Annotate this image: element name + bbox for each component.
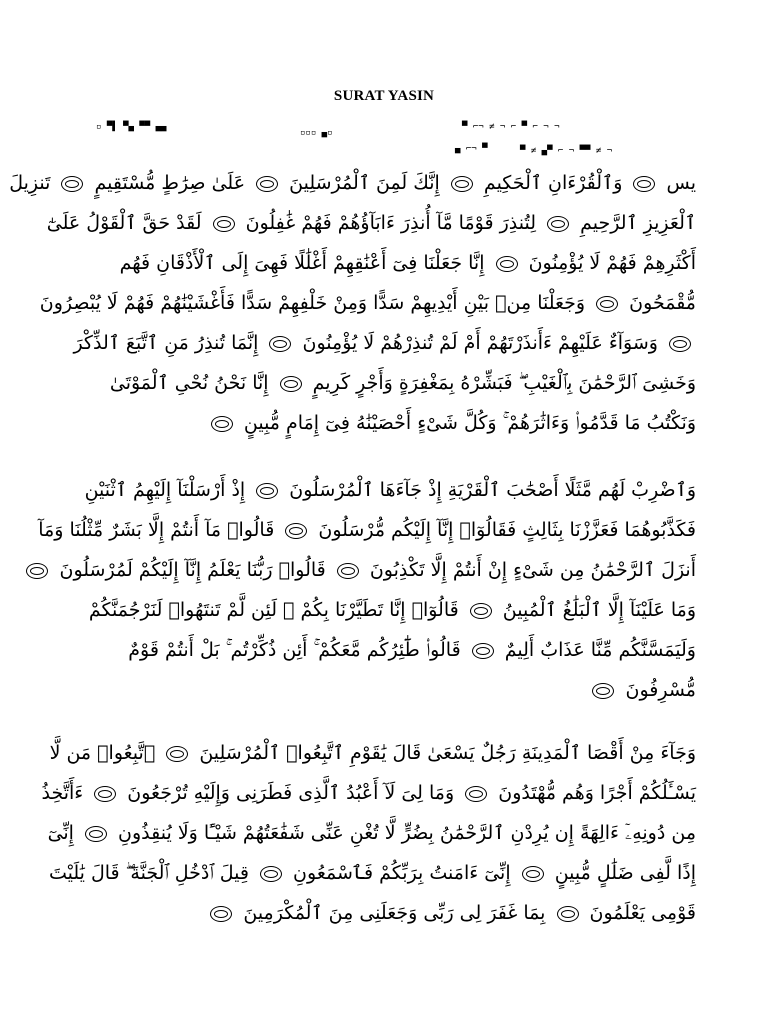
verse-end-marker-icon: [337, 563, 359, 579]
verse-end-marker-icon: [596, 296, 618, 312]
verse-line: يس وَٱلْقُرْءَانِ ٱلْحَكِيمِ إِنَّكَ لَمِنَ ٱلْمُرْسَلِينَ عَلَىٰ صِرَٰطٍ مُّسْتَقِيمٍ تَنزِيلَ: [9, 172, 696, 194]
verse-line: فَكَذَّبُوهُمَا فَعَزَّزْنَا بِثَالِثٍ فَقَالُوٓا۟ إِنَّآ إِلَيْكُم مُّرْسَلُونَ قَالُوا۟ مَآ أَنتُمْ إِلَّا بَشَرٌ مِّثْلُنَا وَمَآ: [38, 519, 696, 541]
glyph-row-4: ▄ ⌐¬ ▀: [455, 144, 488, 154]
verse-end-marker-icon: [465, 786, 487, 802]
verse-end-marker-icon: [470, 603, 492, 619]
verse-end-marker-icon: [210, 906, 232, 922]
verse-line: مِن دُونِهِۦٓ ءَالِهَةً إِن يُرِدْنِ ٱلرَّحْمَٰنُ بِضُرٍّ لَّا تُغْنِ عَنِّى شَفَٰعَتُهُمْ شَيْـًٔا وَلَا يُنقِذُونِ إِنِّىٓ: [47, 822, 696, 844]
verse-end-marker-icon: [557, 906, 579, 922]
glyph-row-1: ▫ ▀▌ ▀▄ ▀▀ ▄▄: [96, 122, 167, 132]
verse-end-marker-icon: [26, 563, 48, 579]
verse-end-marker-icon: [211, 416, 233, 432]
verse-end-marker-icon: [256, 176, 278, 192]
verse-line: مُّقْمَحُونَ وَجَعَلْنَا مِنۢ بَيْنِ أَيْدِيهِمْ سَدًّا وَمِنْ خَلْفِهِمْ سَدًّا فَأَغْشَيْنَٰهُمْ فَهُمْ لَا يُبْصِرُونَ: [39, 292, 696, 314]
verse-end-marker-icon: [269, 336, 291, 352]
verse-end-marker-icon: [85, 826, 107, 842]
verse-end-marker-icon: [547, 216, 569, 232]
glyph-row-5: ▀ ≠ ▄▀ ⌐ ¬ ▀▀ ≠ ¬: [520, 146, 613, 156]
verse-end-marker-icon: [280, 376, 302, 392]
verse-line: وَٱضْرِبْ لَهُم مَّثَلًا أَصْحَٰبَ ٱلْقَرْيَةِ إِذْ جَآءَهَا ٱلْمُرْسَلُونَ إِذْ أَرْسَلْنَآ إِلَيْهِمُ ٱثْنَيْنِ: [84, 479, 696, 501]
verse-line: ٱلْعَزِيزِ ٱلرَّحِيمِ لِتُنذِرَ قَوْمًا مَّآ أُنذِرَ ءَابَآؤُهُمْ فَهُمْ غَٰفِلُونَ لَقَدْ حَقَّ ٱلْقَوْلُ عَلَىٰٓ: [46, 212, 696, 234]
verse-line: وَجَآءَ مِنْ أَقْصَا ٱلْمَدِينَةِ رَجُلٌ يَسْعَىٰ قَالَ يَٰقَوْمِ ٱتَّبِعُوا۟ ٱلْمُرْسَلِينَ ٱتَّبِعُوا۟ مَن لَّا: [49, 742, 696, 764]
verse-line: قَوْمِى يَعْلَمُونَ بِمَا غَفَرَ لِى رَبِّى وَجَعَلَنِى مِنَ ٱلْمُكْرَمِينَ: [100, 893, 696, 933]
verse-line: وَنَكْتُبُ مَا قَدَّمُوا۟ وَءَاثَٰرَهُمْ ۚ وَكُلَّ شَىْءٍ أَحْصَيْنَٰهُ فِىٓ إِمَامٍ مُّبِينٍ: [100, 403, 696, 443]
verse-line: أَكْثَرِهِمْ فَهُمْ لَا يُؤْمِنُونَ إِنَّا جَعَلْنَا فِىٓ أَعْنَٰقِهِمْ أَغْلَٰلًا فَهِىَ إِلَى ٱلْأَذْقَانِ فَهُم: [119, 252, 696, 274]
verse-end-marker-icon: [522, 866, 544, 882]
verse-end-marker-icon: [669, 336, 691, 352]
verse-end-marker-icon: [94, 786, 116, 802]
verse-end-marker-icon: [285, 523, 307, 539]
verse-end-marker-icon: [633, 176, 655, 192]
verse-end-marker-icon: [451, 176, 473, 192]
verse-end-marker-icon: [166, 746, 188, 762]
verse-end-marker-icon: [256, 483, 278, 499]
verse-end-marker-icon: [61, 176, 83, 192]
verse-section-3: [41, 733, 696, 933]
page-title: SURAT YASIN: [333, 88, 435, 104]
verse-line: مُّسْرِفُونَ: [100, 670, 696, 710]
verse-line: وَسَوَآءٌ عَلَيْهِمْ ءَأَنذَرْتَهُمْ أَمْ لَمْ تُنذِرْهُمْ لَا يُؤْمِنُونَ إِنَّمَا تُنذِرُ مَنِ ٱتَّبَعَ ٱلذِّكْرَ: [100, 323, 696, 363]
verse-line: وَمَا عَلَيْنَآ إِلَّا ٱلْبَلَٰغُ ٱلْمُبِينُ قَالُوٓا۟ إِنَّا تَطَيَّرْنَا بِكُمْ ۖ لَئِن لَّمْ تَنتَهُوا۟ لَنَرْجُمَنَّكُمْ: [88, 599, 696, 621]
verse-section-2: [38, 470, 696, 710]
verse-section-1: [9, 163, 696, 443]
glyph-row-2: ▫▫▫ ▄▫: [300, 128, 333, 138]
verse-end-marker-icon: [592, 683, 614, 699]
verse-line: وَلَيَمَسَّنَّكُم مِّنَّا عَذَابٌ أَلِيمٌ قَالُوا۟ طَٰٓئِرُكُم مَّعَكُمْ ۚ أَئِن ذُكِّرْتُم ۚ بَلْ أَنتُمْ قَوْمٌ: [128, 639, 696, 661]
verse-line: وَخَشِىَ ٱلرَّحْمَٰنَ بِٱلْغَيْبِ ۖ فَبَشِّرْهُ بِمَغْفِرَةٍ وَأَجْرٍ كَرِيمٍ إِنَّا نَحْنُ نُحْىِ ٱلْمَوْتَىٰ: [109, 372, 696, 394]
verse-end-marker-icon: [496, 256, 518, 272]
verse-end-marker-icon: [472, 643, 494, 659]
verse-end-marker-icon: [260, 866, 282, 882]
verse-line: أَنزَلَ ٱلرَّحْمَٰنُ مِن شَىْءٍ إِنْ أَنتُمْ إِلَّا تَكْذِبُونَ قَالُوا۟ رَبُّنَا يَعْلَمُ إِنَّآ إِلَيْكُمْ لَمُرْسَلُونَ: [100, 550, 696, 590]
verse-end-marker-icon: [213, 216, 235, 232]
glyph-row-3: ▀ ⌐¬ ≠ ¬ ⌐ ▀ ⌐ ¬ ¬: [462, 122, 560, 132]
verse-line: يَسْـَٔلُكُمْ أَجْرًا وَهُم مُّهْتَدُونَ وَمَا لِىَ لَآ أَعْبُدُ ٱلَّذِى فَطَرَنِى وَإِلَيْهِ تُرْجَعُونَ ءَأَتَّخِذُ: [41, 782, 696, 804]
verse-line: إِذًا لَّفِى ضَلَٰلٍ مُّبِينٍ إِنِّىٓ ءَامَنتُ بِرَبِّكُمْ فَٱسْمَعُونِ قِيلَ ٱدْخُلِ ٱلْجَنَّةَ ۖ قَالَ يَٰلَيْتَ: [48, 862, 696, 884]
